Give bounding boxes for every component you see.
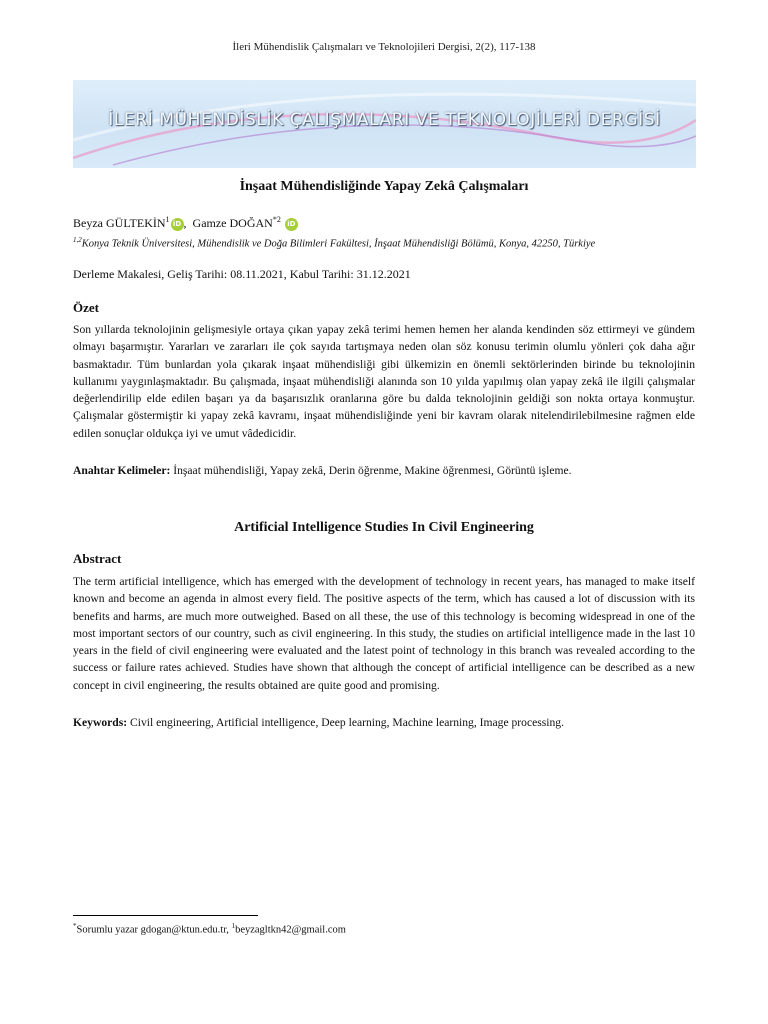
article-meta: Derleme Makalesi, Geliş Tarihi: 08.11.2021, Kabul Tarihi: 31.12.2021 — [73, 267, 411, 281]
orcid-icon[interactable]: iD — [285, 218, 298, 231]
affiliation — [73, 236, 595, 250]
article-title: İnşaat Mühendisliğinde Yapay Zekâ Çalışmaları — [239, 179, 529, 194]
footnote-marker: * — [73, 922, 77, 930]
ozet-keywords-list: İnşaat mühendisliği, Yapay zekâ, Derin öğrenme, Makine öğrenmesi, Görüntü işleme. — [170, 464, 572, 477]
author-name: Beyza GÜLTEKİN — [73, 216, 166, 230]
journal-banner — [73, 80, 696, 168]
footnote — [73, 922, 346, 936]
author-separator: , — [183, 216, 187, 230]
ozet-keywords-label: Anahtar Kelimeler: — [73, 464, 171, 477]
abstract-keywords-list: Civil engineering, Artificial intelligence, Deep learning, Machine learning, Image processing. — [127, 716, 564, 729]
abstract-keywords-label: Keywords: — [73, 716, 128, 729]
running-header: İleri Mühendislik Çalışmaları ve Teknolojileri Dergisi, 2(2), 117-138 — [232, 41, 536, 53]
footnote-text: beyzagltkn42@gmail.com — [235, 924, 346, 936]
abstract-body: The term artificial intelligence, which has emerged with the development of technology in recent years, has managed to make itself known and become an agenda in almost every field. The positive aspects of the term, which has caused a lot of discussion with its benefits and harms, are much more outweighed. Based on all these, the use of this technology is becoming widespread in one of the most important sectors of our country, such as civil engineering. In this study, the studies on artificial intelligence made in the last 10 years in the field of civil engineering were evaluated and the latest point of technology in this branch was revealed according to the success or failure rates achieved. Studies have shown that although the concept of artificial intelligence can be described as a new concept in civil engineering, the results obtained are quite good and promising. — [73, 575, 695, 692]
affiliation-marker: 1,2 — [73, 236, 82, 244]
footnote-marker: 1 — [231, 922, 236, 930]
abstract-keywords — [73, 716, 564, 729]
abstract-heading: Abstract — [73, 551, 122, 566]
author-affiliation-marker: *2 — [272, 215, 281, 224]
ozet-body: Son yıllarda teknolojinin gelişmesiyle ortaya çıkan yapay zekâ terimi hemen hemen her alanda kendinden söz ettirmeyi ve gündem olmayı başarmıştır. Yararları ve zararları ile çok sayıda tartışmaya neden olan söz konusu terimin olumlu yönleri çok daha ağır basmaktadır. Tüm bunlardan yola çıkarak inşaat mühendisliği gibi ülkemizin en önemli sektörlerinden birinde bu teknolojinin kullanımı yaygınlaşmaktadır. Bu çalışmada, inşaat mühendisliği alanında son 10 yılda yapılmış olan yapay zekâ ile ilgili çalışmalar değerlendirilip elde edilen başarı ya da başarısızlık oranlarına göre bu dalda teknolojinin geldiği son nokta ortaya konmuştur. Çalışmalar göstermiştir ki yapay zekâ kavramı, inşaat mühendisliğinde yeni bir kavram olarak nitelendirilebilmesine rağmen elde edilen sonuçlar oldukça iyi ve umut vâdedicidir. — [73, 323, 695, 440]
orcid-icon[interactable]: iD — [171, 218, 184, 231]
banner-title: İLERİ MÜHENDİSLİK ÇALIŞMALARI VE TEKNOLOJİLERİ DERGİSİ — [108, 110, 661, 130]
affiliation-text: Konya Teknik Üniversitesi, Mühendislik ve Doğa Bilimleri Fakültesi, İnşaat Mühendisliği Bölümü, Konya, 42250, Türkiye — [81, 238, 596, 250]
english-title: Artificial Intelligence Studies In Civil Engineering — [234, 520, 534, 535]
author-name: Gamze DOĞAN — [192, 216, 273, 230]
ozet-heading: Özet — [73, 300, 99, 315]
footnote-text: Sorumlu yazar gdogan@ktun.edu.tr, — [76, 924, 232, 936]
author-affiliation-marker: 1 — [165, 215, 170, 224]
ozet-keywords — [73, 464, 572, 477]
authors-line — [73, 215, 298, 231]
footnote-divider — [73, 915, 258, 916]
